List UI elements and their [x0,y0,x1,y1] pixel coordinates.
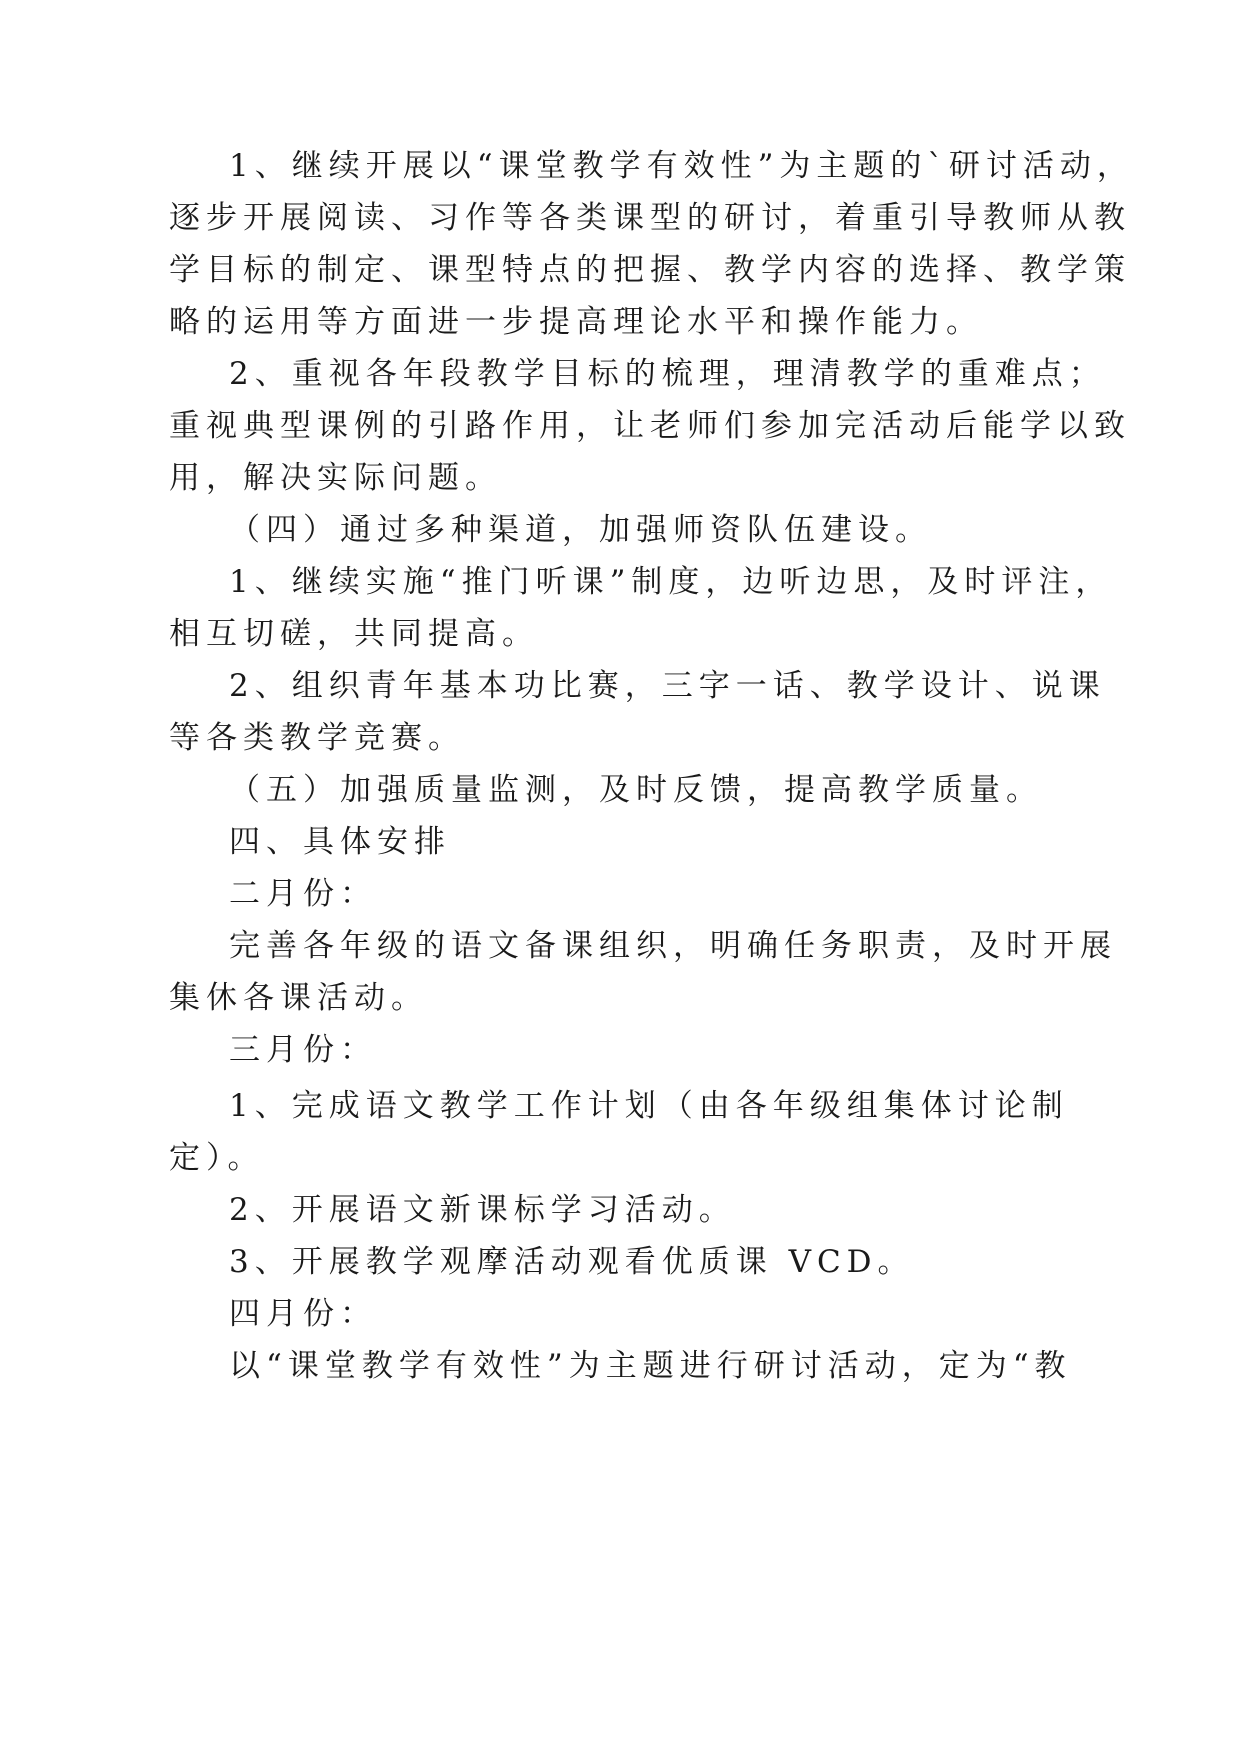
section-heading: （四）通过多种渠道，加强师资队伍建设。 [229,512,932,548]
section-heading: 四、具体安排 [229,824,451,860]
text-line: 2、重视各年段教学目标的梳理，理清教学的重难点； [229,356,1106,392]
text-line: 完善各年级的语文备课组织，明确任务职责，及时开展 [229,928,1117,964]
text-line: 学目标的制定、课型特点的把握、教学内容的选择、教学策 [169,252,1131,288]
text-line: 集休各课活动。 [169,980,428,1016]
text-line: 重视典型课例的引路作用，让老师们参加完活动后能学以致 [169,408,1131,444]
month-heading: 三月份： [229,1032,377,1068]
text-line: 以“课堂教学有效性”为主题进行研讨活动，定为“教 [229,1348,1072,1384]
text-line: 1、继续实施“推门听课”制度，边听边思，及时评注， [229,564,1113,600]
text-line: 2、开展语文新课标学习活动。 [229,1192,736,1228]
text-line: 相互切磋，共同提高。 [169,616,539,652]
text-line: 2、组织青年基本功比赛，三字一话、教学设计、说课 [229,668,1106,704]
text-line: 用，解决实际问题。 [169,460,502,496]
month-heading: 四月份： [229,1296,377,1332]
text-line: 等各类教学竞赛。 [169,720,465,756]
text-line: 逐步开展阅读、习作等各类课型的研讨，着重引导教师从教 [169,200,1131,236]
text-line: 略的运用等方面进一步提高理论水平和操作能力。 [169,304,983,340]
section-heading: （五）加强质量监测，及时反馈，提高教学质量。 [229,772,1043,808]
text-line: 1、继续开展以“课堂教学有效性”为主题的`研讨活动， [229,148,1134,184]
month-heading: 二月份： [229,876,377,912]
text-line: 定）。 [169,1140,265,1176]
text-line: 1、完成语文教学工作计划（由各年级组集体讨论制 [229,1088,1069,1124]
text-line: 3、开展教学观摩活动观看优质课 VCD。 [229,1244,915,1280]
